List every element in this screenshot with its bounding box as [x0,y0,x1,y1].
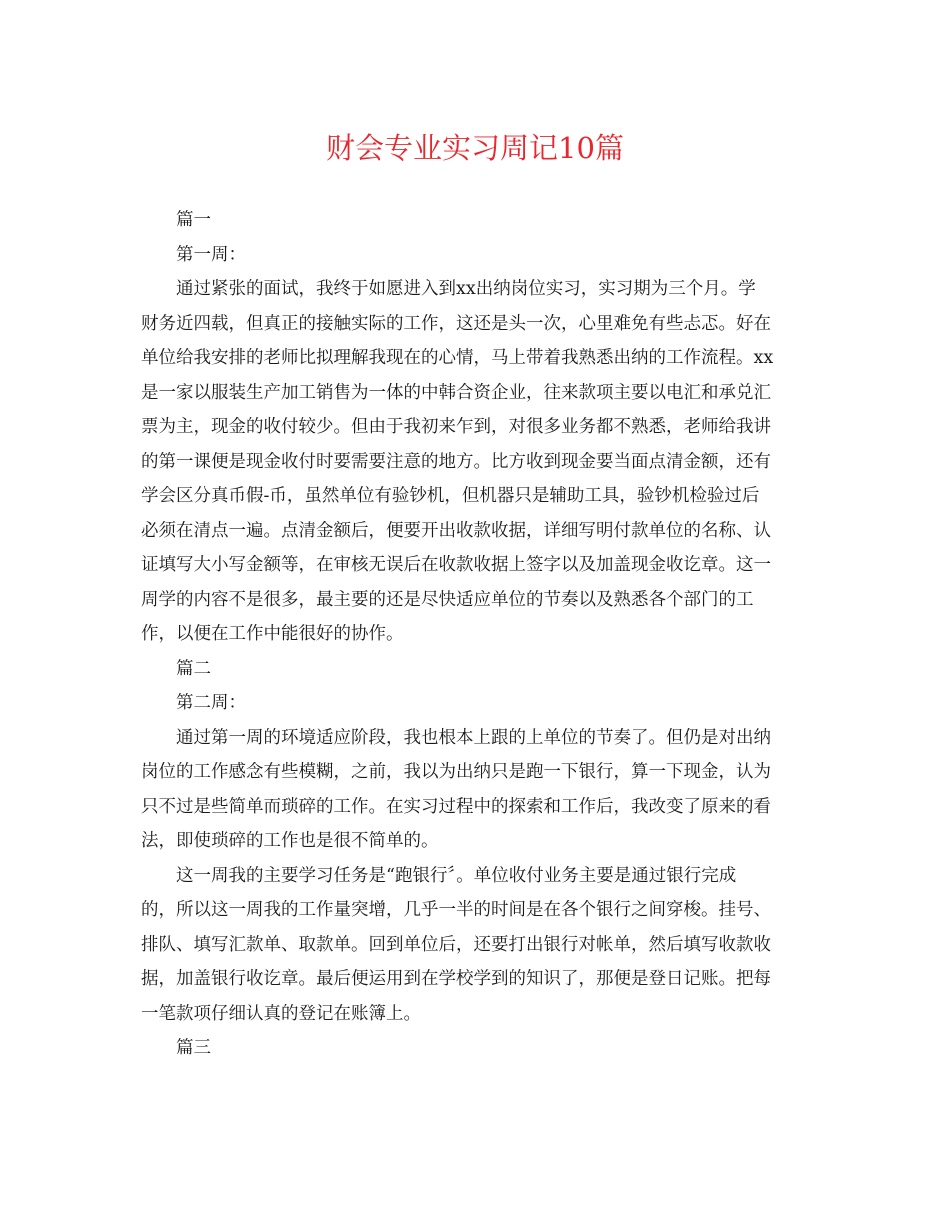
paragraph-line: 通过第一周的环境适应阶段，我也根本上跟的上单位的节奏了。但仍是对出纳 [176,727,771,748]
paragraph-line: 通过紧张的面试，我终于如愿进入到xx出纳岗位实习，实习期为三个月。学 [176,279,756,299]
paragraph-line: 证填写大小写金额等，在审核无误后在收款收据上签字以及加盖现金收讫章。这一 [141,555,771,575]
paragraph-line: 排队、填写汇款单、取款单。回到单位后，还要打出银行对帐单，然后填写收款收 [141,934,771,955]
document-body [141,203,817,1066]
paragraph-line: 的，所以这一周我的工作量突增，几乎一半的时间是在各个银行之间穿梭。挂号、 [141,900,771,920]
paragraph-line: 岗位的工作感念有些模糊，之前，我以为出纳只是跑一下银行，算一下现金，认为 [141,762,771,782]
paragraph-line: 是一家以服装生产加工销售为一体的中韩合资企业，往来款项主要以电汇和承兑汇 [141,382,771,403]
paragraph-line: 单位给我安排的老师比拟理解我现在的心情，马上带着我熟悉出纳的工作流程。xx [141,348,774,368]
paragraph-line: 的第一课便是现金收付时要需要注意的地方。比方收到现金要当面点清金额，还有 [141,451,771,472]
document-title: 财会专业实习周记10篇 [326,131,624,165]
paragraph-line: 这一周我的主要学习任务是“跑银行〞。单位收付业务主要是通过银行完成 [176,865,737,886]
paragraph-line: 一笔款项仔细认真的登记在账簿上。 [141,1003,421,1024]
paragraph-line: 财务近四载，但真正的接触实际的工作，这还是头一次，心里难免有些忐忑。好在 [141,313,771,334]
section-label: 篇二 [176,658,211,679]
week-label: 第二周： [176,693,246,713]
paragraph-line: 据，加盖银行收讫章。最后便运用到在学校学到的知识了，那便是登日记账。把每 [141,969,771,989]
paragraph-line: 作，以便在工作中能很好的协作。 [141,624,404,644]
paragraph [141,272,817,652]
paragraph-line: 只不过是些简单而琐碎的工作。在实习过程中的探索和工作后，我改变了原来的看 [141,796,771,817]
paragraph-line: 必须在清点一遍。点清金额后，便要开出收款收据，详细写明付款单位的名称、认 [141,520,771,541]
paragraph-line: 法，即使琐碎的工作也是很不简单的。 [141,831,439,851]
section-label: 篇三 [176,1038,211,1058]
paragraph-line: 周学的内容不是很多，最主要的还是尽快适应单位的节奏以及熟悉各个部门的工 [141,589,754,610]
section-label: 篇一 [176,210,211,230]
paragraph [141,859,817,1032]
paragraph-line: 学会区分真币假-币，虽然单位有验钞机，但机器只是辅助工具，验钞机检验过后 [141,486,760,506]
week-label: 第一周： [176,244,246,265]
paragraph-line: 票为主，现金的收付较少。但由于我初来乍到，对很多业务都不熟悉，老师给我讲 [141,417,771,437]
paragraph [141,721,817,859]
